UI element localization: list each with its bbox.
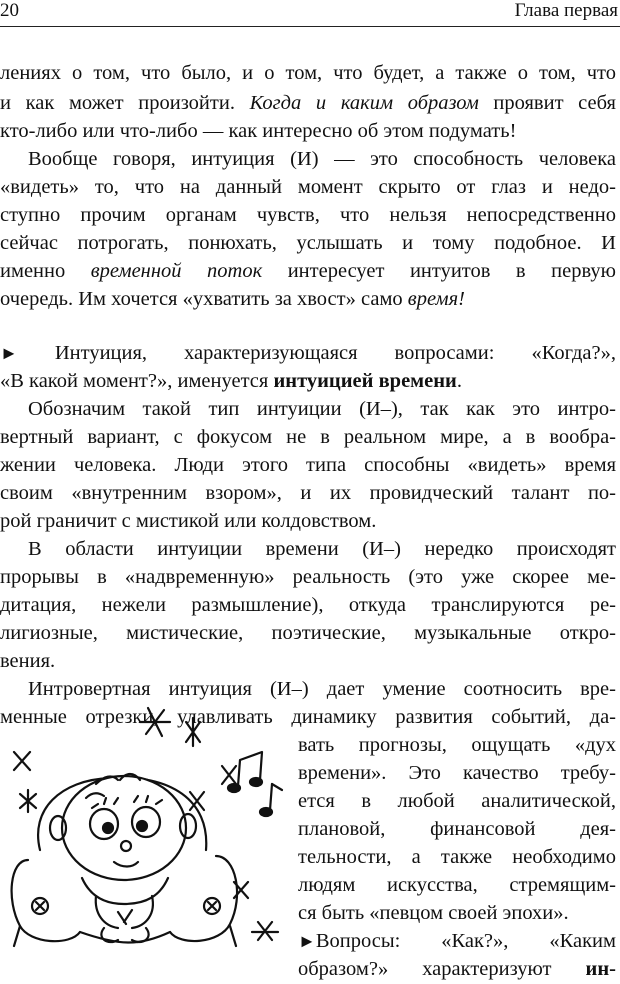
- text-line: вать прогнозы, ощущать «дух: [298, 734, 616, 756]
- page-number: 20: [0, 0, 19, 21]
- triangle-bullet-icon: ►: [298, 931, 316, 951]
- text-line: рой граничит с мистикой или колдовством.: [0, 510, 377, 532]
- sparkle-icon: [252, 922, 278, 940]
- text-line: лениях о том, что было, и о том, что будет, а также о том, что: [0, 62, 616, 84]
- child-body: [82, 878, 168, 942]
- child-in-armchair-illustration: [0, 700, 292, 950]
- text-line: ► Интуиция, характеризующаяся вопросами: «Когда?»,: [0, 338, 616, 368]
- running-header: [0, 0, 620, 27]
- text-line: В области интуиции времени (И–) нередко происходят: [28, 538, 616, 560]
- text-line: образом?» характеризуют ин-: [298, 958, 616, 980]
- text-line: людям искусства, стремящим-: [298, 874, 616, 896]
- sparkle-icon: [14, 752, 30, 770]
- text-line: своим «внутренним взором», и их провидческий талант по-: [0, 482, 616, 504]
- italic-phrase: Когда и каким образом: [249, 92, 479, 114]
- sparkle-icon: [186, 718, 200, 746]
- text-line: времени». Это качество требу-: [298, 762, 616, 784]
- text-line: Вообще говоря, интуиция (И) — это способность человека: [28, 148, 616, 170]
- text-line: ступно прочим органам чувств, что нельзя непосредственно: [0, 204, 616, 226]
- text-line: и как может произойти. Когда и каким образом проявит себя: [0, 92, 616, 114]
- italic-phrase: время!: [407, 288, 465, 310]
- bold-term: интуицией времени: [273, 370, 457, 392]
- text-line: прорывы в «надвременную» реальность (это уже скорее ме-: [0, 566, 616, 588]
- text-line: ся быть «певцом своей эпохи».: [298, 902, 569, 924]
- sparkle-icon: [140, 708, 170, 736]
- sparkle-icon: [222, 766, 236, 784]
- text-line: ется в любой аналитической,: [298, 790, 616, 812]
- text-line: Интровертная интуиция (И–) дает умение соотносить вре-: [28, 678, 616, 700]
- text-line: сейчас потрогать, понюхать, услышать и тому подобное. И: [0, 232, 616, 254]
- text-line: ►Вопросы: «Как?», «Каким: [298, 926, 616, 956]
- italic-phrase: временной поток: [90, 260, 263, 282]
- text-line: очередь. Им хочется «ухватить за хвост» само время!: [0, 288, 465, 310]
- text-line: Обозначим такой тип интуиции (И–), так как это интро-: [28, 398, 616, 420]
- bold-term: ин-: [585, 958, 616, 980]
- text-line: менные отрезки, улавливать динамику развития событий, да-: [0, 706, 616, 728]
- sparkle-icon: [20, 790, 36, 812]
- text-line: вения.: [0, 650, 56, 672]
- text-line: именно временной поток интересует интуитов в первую: [0, 260, 616, 282]
- text-line: лигиозные, мистические, поэтические, музыкальные откро-: [0, 622, 616, 644]
- text-line: тельности, а также необходимо: [298, 846, 616, 868]
- text-line: кто-либо или что-либо — как интересно об этом подумать!: [0, 120, 517, 142]
- text-line: жении человека. Люди этого типа способны «видеть» время: [0, 454, 616, 476]
- chapter-title: Глава первая: [514, 0, 618, 21]
- triangle-bullet-icon: ►: [0, 343, 18, 363]
- text-line: «видеть» то, что на данный момент скрыто от глаз и недо-: [0, 176, 616, 198]
- text-line: дитация, нежели размышление), откуда транслируются ре-: [0, 594, 616, 616]
- text-line: вертный вариант, с фокусом не в реальном мире, а в вообра-: [0, 426, 616, 448]
- text-line: плановой, финансовой дея-: [298, 818, 616, 840]
- music-note-icon: [228, 752, 282, 816]
- text-line: «В какой момент?», именуется интуицией времени.: [0, 370, 462, 392]
